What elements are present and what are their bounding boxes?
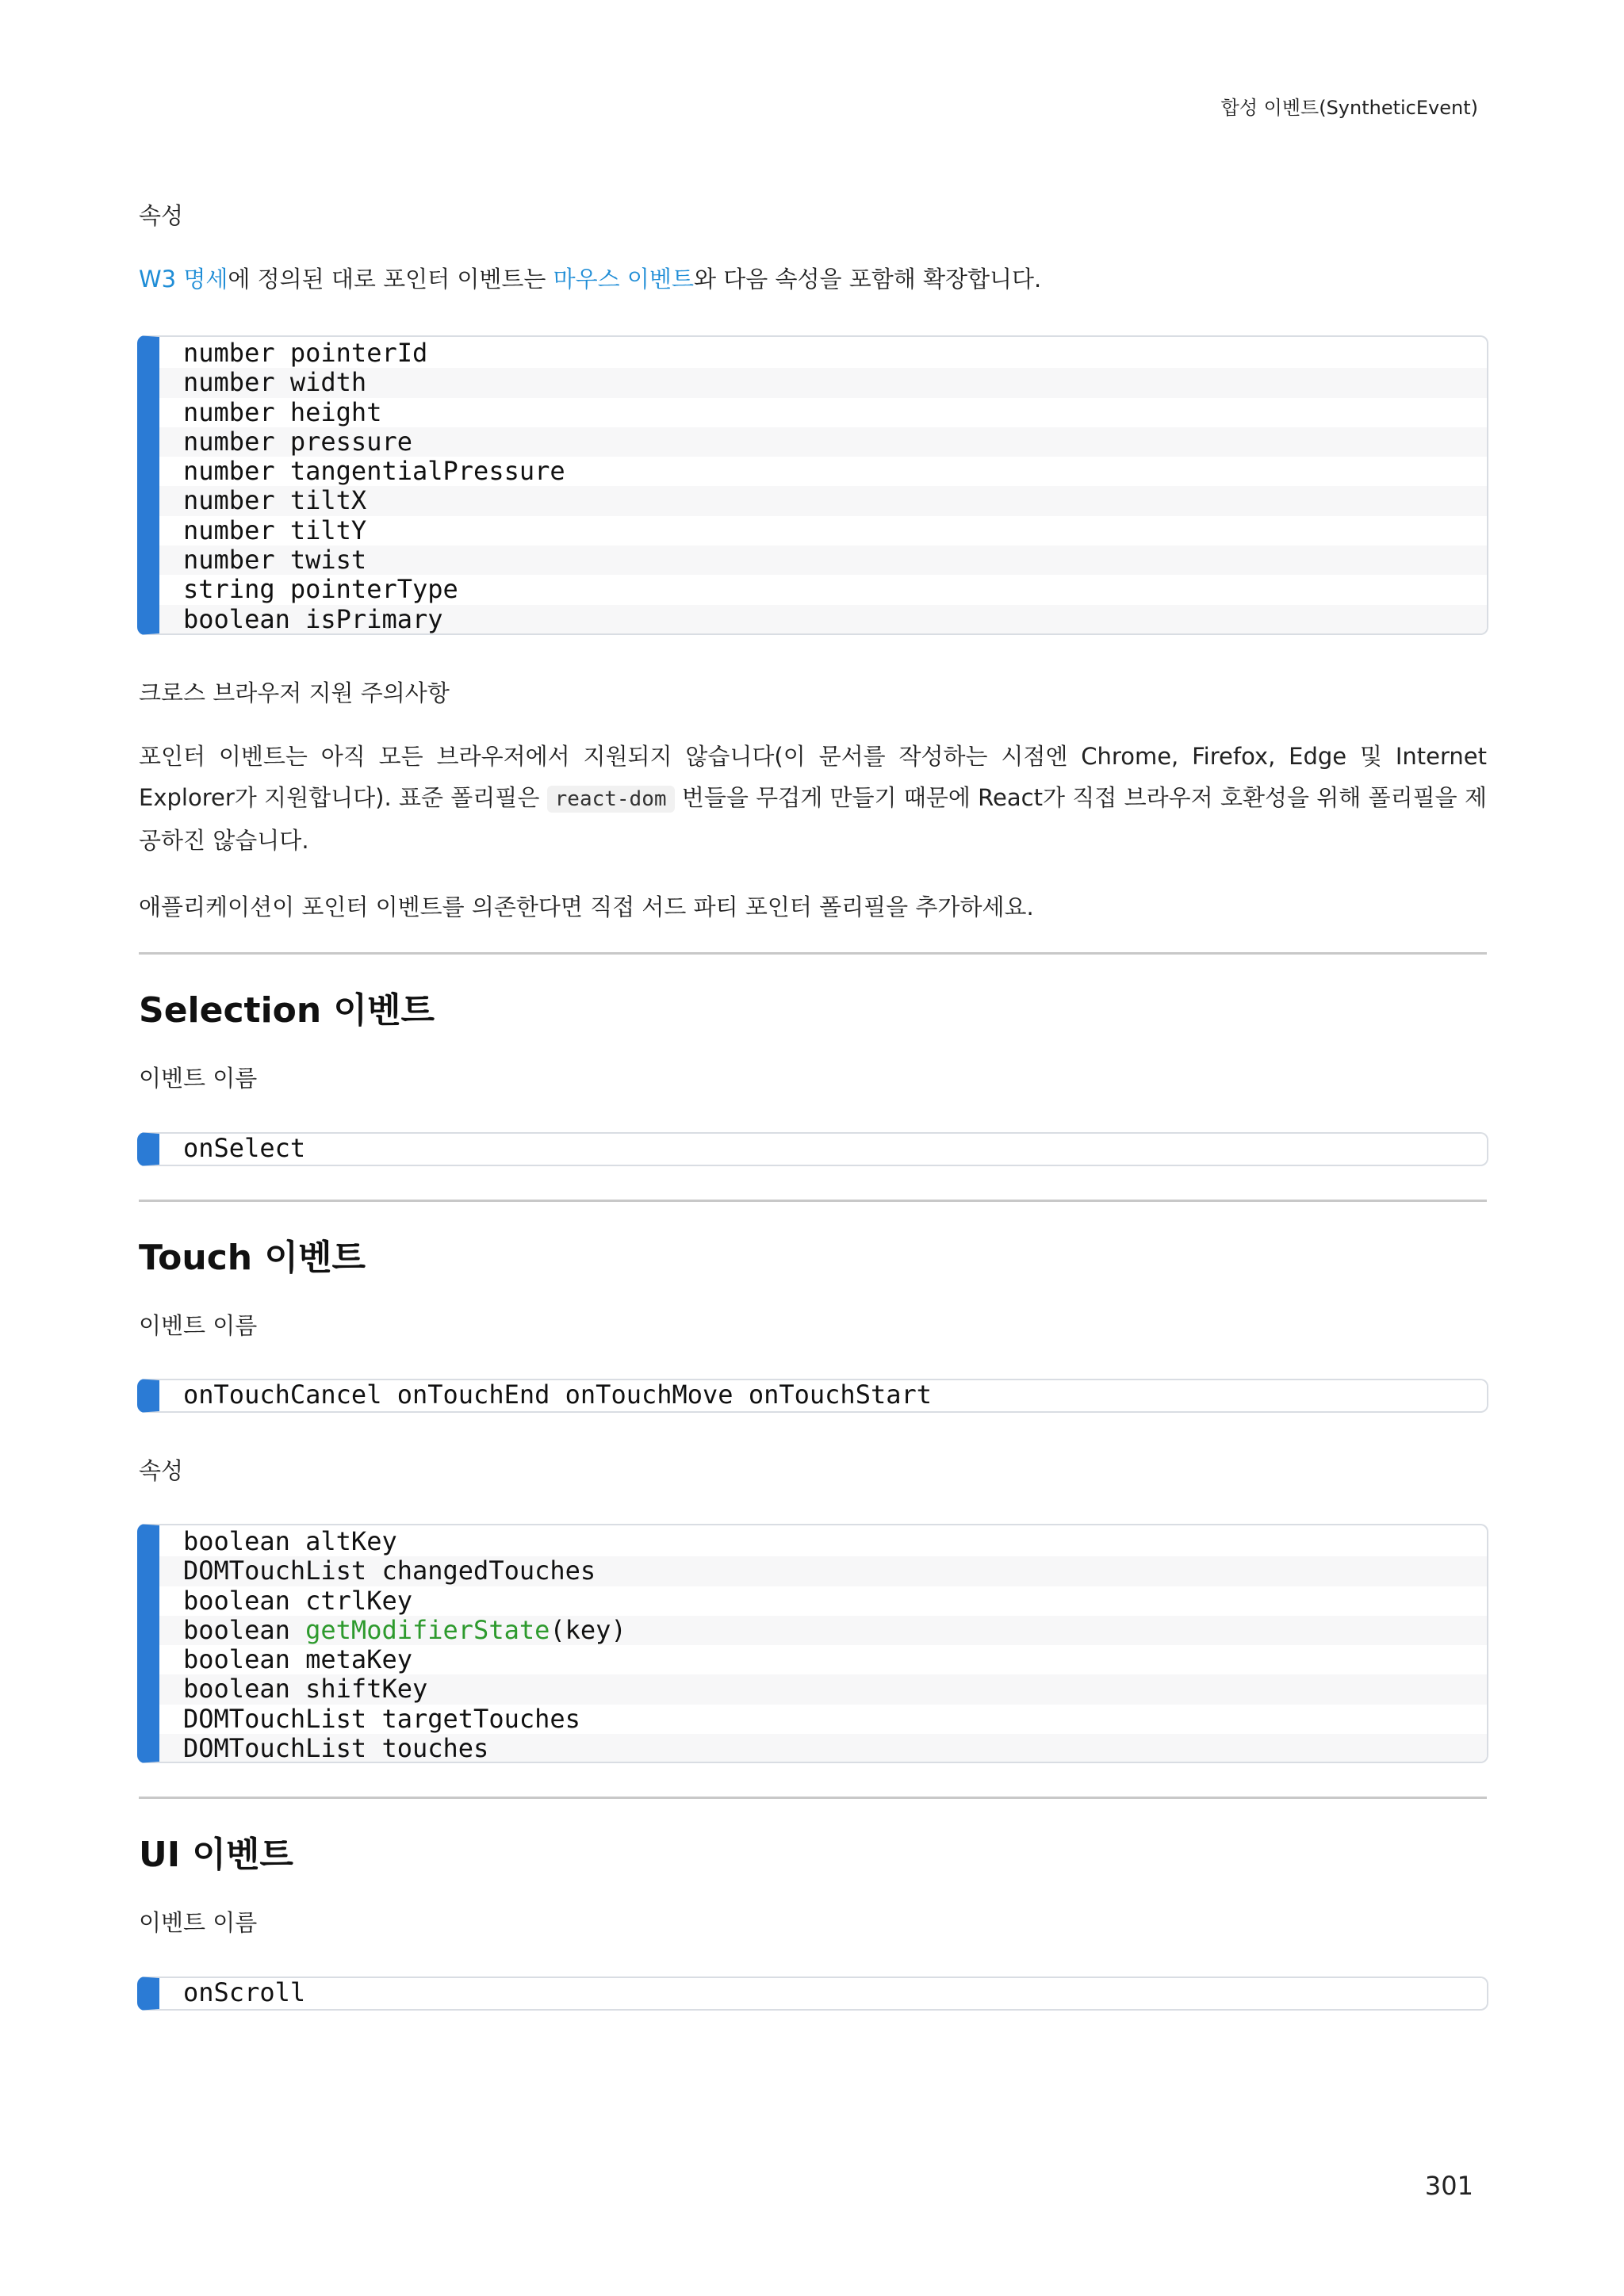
pointer-intro-paragraph [139, 258, 1487, 300]
note-text-1: 포인터 이벤트는 아직 모든 브라우저에서 지원되지 않습니다(이 문서를 작성하는 시점엔 Chrome, Firefox, Edge 및 Internet Explorer가 지원합니다). 표준 폴리필은 [139, 743, 1487, 811]
code-line: number width [159, 368, 1487, 397]
code-line: number tangentialPressure [183, 456, 565, 487]
code-line: DOMTouchList targetTouches [183, 1703, 580, 1734]
section-divider [139, 1200, 1487, 1202]
code-line: boolean altKey [183, 1526, 397, 1556]
touch-events-code-block [137, 1379, 1488, 1413]
code-line: onScroll [159, 1978, 1487, 2007]
polyfill-note: 애플리케이션이 포인터 이벤트를 의존한다면 직접 서드 파티 포인터 폴리필을 추가하세요. [139, 894, 1034, 920]
code-line: onTouchCancel onTouchEnd onTouchMove onTouchStart [159, 1380, 1487, 1410]
code-line: boolean isPrimary [159, 605, 1487, 634]
mouse-events-link[interactable]: 마우스 이벤트 [553, 266, 694, 293]
intro-text-1: 에 정의된 대로 포인터 이벤트는 [228, 266, 553, 293]
cross-browser-label: 크로스 브라우저 지원 주의사항 [139, 679, 450, 706]
touch-heading: Touch 이벤트 [139, 1238, 366, 1278]
code-line: string pointerType [183, 574, 458, 605]
w3-spec-link[interactable]: W3 명세 [139, 266, 228, 293]
code-line: number pointerId [183, 338, 428, 368]
code-line: boolean shiftKey [159, 1674, 1487, 1704]
running-header: 합성 이벤트(SyntheticEvent) [1220, 97, 1478, 119]
inline-code-react-dom: react-dom [547, 786, 675, 813]
code-line: onSelect [159, 1134, 1487, 1163]
ui-events-code-block [137, 1976, 1488, 2011]
code-line: DOMTouchList touches [159, 1734, 1487, 1763]
code-line: number height [183, 396, 382, 427]
code-line: number twist [159, 545, 1487, 575]
code-line: boolean ctrlKey [183, 1585, 412, 1616]
section-divider [139, 952, 1487, 955]
code-line: number tiltX [159, 486, 1487, 515]
code-line: DOMTouchList changedTouches [159, 1556, 1487, 1586]
selection-events-code-block [137, 1132, 1488, 1166]
code-line: number tiltY [183, 515, 367, 545]
page-number: 301 [1424, 2171, 1473, 2201]
event-names-label: 이벤트 이름 [139, 1312, 258, 1339]
code-line: number pressure [159, 427, 1487, 457]
ui-heading: UI 이벤트 [139, 1835, 293, 1875]
code-function-name: getModifierState [305, 1614, 550, 1645]
selection-heading: Selection 이벤트 [139, 990, 435, 1031]
section-divider [139, 1797, 1487, 1799]
note-text-2: 번들을 무겁게 만들기 때문에 React가 직접 브라우저 호환성을 위해 폴리필을 제공하진 않습니다. [139, 784, 1487, 854]
code-args: (key) [550, 1614, 626, 1645]
code-line: boolean metaKey [183, 1644, 412, 1675]
event-names-label: 이벤트 이름 [139, 1065, 258, 1092]
attributes-label: 속성 [139, 1457, 184, 1484]
code-type: boolean [183, 1614, 306, 1645]
code-line [159, 1616, 1487, 1645]
event-names-label: 이벤트 이름 [139, 1909, 258, 1936]
touch-attributes-code-block [137, 1524, 1488, 1763]
attributes-label: 속성 [139, 202, 184, 229]
cross-browser-note [139, 736, 1487, 861]
pointer-attributes-code-block [137, 335, 1488, 635]
intro-text-2: 와 다음 속성을 포함해 확장합니다. [693, 266, 1042, 293]
